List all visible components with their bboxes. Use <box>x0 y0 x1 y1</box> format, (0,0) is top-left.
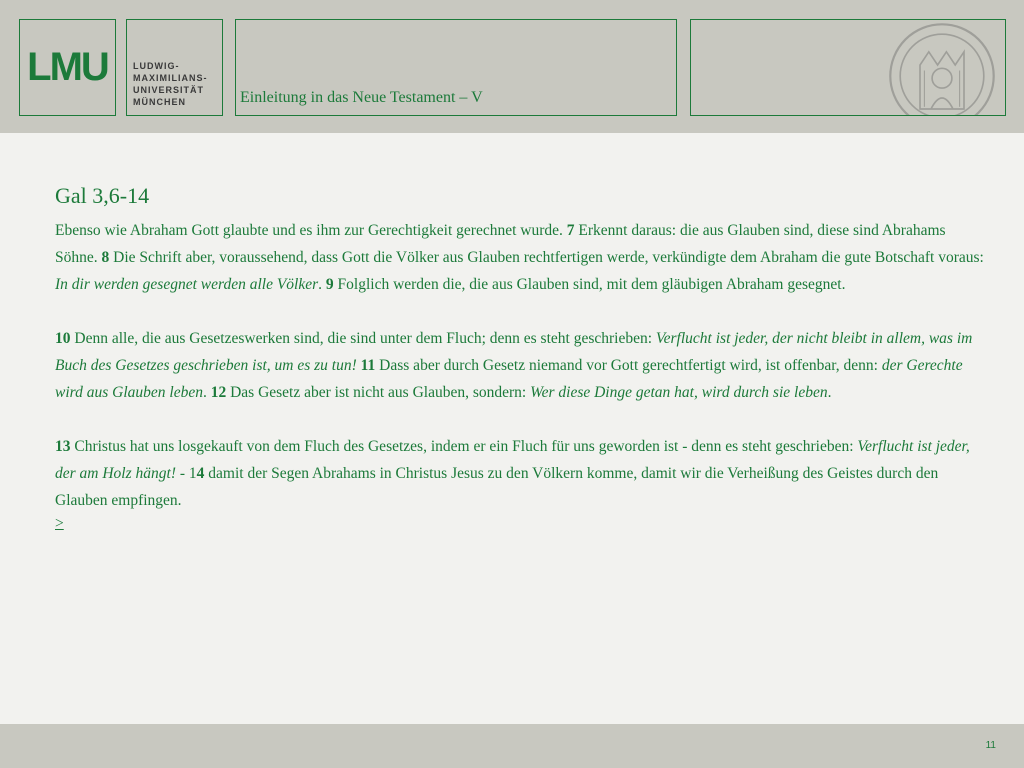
verse-number: 13 <box>55 438 71 455</box>
university-name-line: MAXIMILIANS- <box>133 73 208 83</box>
header-bar <box>0 0 1024 133</box>
footer-bar <box>0 724 1024 768</box>
verse-number: 7 <box>566 222 575 239</box>
passage-text: Die Schrift aber, voraussehend, dass Gott die Völker aus Glauben rechtfertigen werde, verkündigte dem Abraham die gute Botschaft voraus: <box>109 249 984 266</box>
passage-paragraph <box>55 433 985 514</box>
verse-number: 12 <box>210 384 227 401</box>
university-name-line: LUDWIG- <box>133 61 180 71</box>
passage-text: Dass aber durch Gesetz niemand vor Gott gerechtfertigt wird, ist offenbar, denn: <box>375 357 882 374</box>
passage-text: Das Gesetz aber ist nicht aus Glauben, sondern: <box>226 384 531 401</box>
university-name-line: UNIVERSITÄT <box>133 85 205 95</box>
university-name-line: MÜNCHEN <box>133 97 186 107</box>
passage-text: Denn alle, die aus Gesetzeswerken sind, die sind unter dem Fluch; denn es steht geschrieben: <box>70 330 656 347</box>
verse-number: 4 <box>196 465 205 482</box>
passage-text: Christus hat uns losgekauft von dem Fluch des Gesetzes, indem er ein Fluch für uns geworden ist - denn es steht geschrieben: <box>70 438 858 455</box>
university-seal-icon <box>887 21 997 116</box>
logo-text: LMU <box>27 45 108 89</box>
page-number: 11 <box>985 740 996 751</box>
passage-text: Ebenso wie Abraham Gott glaubte und es ihm zur Gerechtigkeit gerechnet wurde. <box>55 222 567 239</box>
passage-paragraph <box>55 325 985 406</box>
scripture-quote: Wer diese Dinge getan hat, wird durch sie leben <box>530 384 828 401</box>
passage-paragraph <box>55 217 985 298</box>
passage-text: Folglich werden die, die aus Glauben sind, mit dem gläubigen Abraham gesegnet. <box>333 276 846 293</box>
passage-text: - 1 <box>175 465 197 482</box>
scripture-quote: In dir werden gesegnet werden alle Völker <box>55 276 319 293</box>
passage-text: . <box>202 384 211 401</box>
slide-title-box <box>235 19 677 116</box>
verse-number: 10 <box>55 330 71 347</box>
scripture-quote: Verflucht ist jeder, der am Holz hängt! <box>55 438 970 482</box>
university-name-box <box>126 19 223 116</box>
slide-content <box>55 183 985 533</box>
scripture-quote: der Gerechte wird aus Glauben leben <box>55 357 963 401</box>
lmu-logo <box>19 19 116 116</box>
seal-box <box>690 19 1006 116</box>
slide-title: Einleitung in das Neue Testament – V <box>240 89 483 106</box>
verse-number: 11 <box>360 357 376 374</box>
passage-heading: Gal 3,6-14 <box>55 183 150 208</box>
passage-text: Erkennt daraus: die aus Glauben sind, diese sind Abrahams Söhne. <box>55 222 946 266</box>
passage-text: . <box>318 276 326 293</box>
verse-number: 8 <box>101 249 110 266</box>
passage-text: . <box>827 384 832 401</box>
verse-number: 9 <box>325 276 334 293</box>
passage-text: damit der Segen Abrahams in Christus Jesus zu den Völkern komme, damit wir die Verheißung des Geistes durch den Glauben empfingen. <box>55 465 939 509</box>
next-link[interactable]: > <box>55 515 64 532</box>
scripture-quote: Verflucht ist jeder, der nicht bleibt in allem, was im Buch des Gesetzes geschrieben ist, um es zu tun! <box>55 330 973 374</box>
